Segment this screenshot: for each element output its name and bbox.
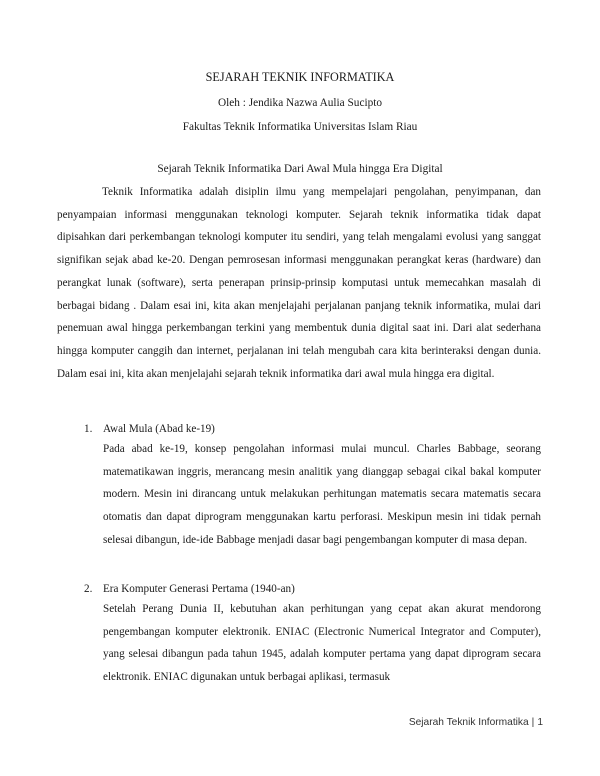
section-body: Pada abad ke-19, konsep pengolahan informasi mulai muncul. Charles Babbage, seorang matematikawan inggris, merancang mesin analitik yang dianggap sebagai cikal bakal komputer modern. Mesin ini dirancang untuk melakukan perhitungan matematis secara matematis secara otomatis dan dapat diprogram menggunakan kartu perforasi. Meskipun mesin ini tidak pernah selesai dibangun, ide-ide Babbage menjadi dasar bagi pengembangan komputer di masa depan. bbox=[103, 443, 541, 546]
section-title: Awal Mula (Abad ke-19) bbox=[103, 423, 215, 435]
document-author: Oleh : Jendika Nazwa Aulia Sucipto bbox=[217, 97, 383, 109]
footer-label: Sejarah Teknik Informatika bbox=[408, 717, 529, 728]
document-subtitle: Sejarah Teknik Informatika Dari Awal Mula hingga Era Digital bbox=[157, 163, 443, 175]
page-footer bbox=[409, 717, 543, 728]
page-number: 1 bbox=[537, 717, 543, 728]
intro-paragraph: Teknik Informatika adalah disiplin ilmu yang mempelajari pengolahan, penyimpanan, dan penyampaian informasi menggunakan teknologi komputer. Sejarah teknik informatika tidak dapat dipisahkan dari perkembangan teknologi komputer itu sendiri, yang telah mengalami evolusi yang sanggat signifikan sejak abad ke-20. Dengan pemrosesan informasi menggunakan perangkat keras (hardware) dan perangkat lunak (software), serta penerapan prinsip-prinsip komputasi untuk memecahkan masalah di berbagai bidang . Dalam esai ini, kita akan menjelajahi perjalanan panjang teknik informatika, mulai dari penemuan awal hingga perkembangan terkini yang membentuk dunia digital saat ini. Dari alat sederhana hingga komputer canggih dan internet, perjalanan ini telah mengubah cara kita berinteraksi dengan dunia. Dalam esai ini, kita akan menjelajahi sejarah teknik informatika dari awal mula hingga era digital. bbox=[57, 186, 541, 380]
footer-separator: | bbox=[531, 717, 535, 728]
document-title: SEJARAH TEKNIK INFORMATIKA bbox=[205, 70, 395, 84]
document-faculty: Fakultas Teknik Informatika Universitas Islam Riau bbox=[182, 121, 418, 133]
section-body: Setelah Perang Dunia II, kebutuhan akan perhitungan yang cepat akan akurat mendorong pengembangan komputer elektronik. ENIAC (Electronic Numerical Integrator and Computer), yang selesai dibangun pada tahun 1945, adalah komputer pertama yang dapat diprogram secara elektronik. ENIAC digunakan untuk berbagai aplikasi, termasuk bbox=[103, 603, 541, 684]
section-number: 2. bbox=[84, 583, 93, 595]
section-number: 1. bbox=[84, 423, 93, 435]
section-title: Era Komputer Generasi Pertama (1940-an) bbox=[103, 583, 295, 595]
